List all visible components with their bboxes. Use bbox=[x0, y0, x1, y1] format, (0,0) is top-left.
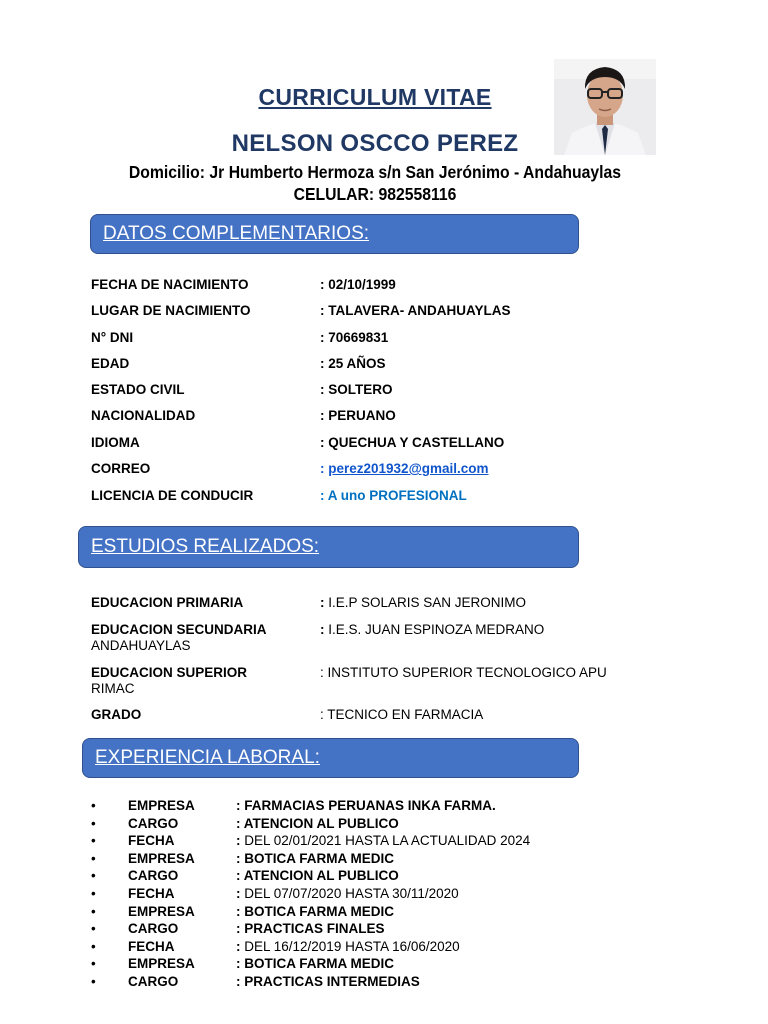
email-value bbox=[320, 461, 489, 476]
colon: : bbox=[236, 974, 241, 989]
experience-item bbox=[91, 851, 651, 869]
education-label: EDUCACION SUPERIOR bbox=[91, 665, 248, 680]
info-label: FECHA DE NACIMIENTO bbox=[91, 277, 249, 292]
experience-text: PRACTICAS FINALES bbox=[240, 921, 385, 937]
bullet-dot: • bbox=[91, 815, 96, 831]
bullet-dot: • bbox=[91, 833, 96, 849]
experience-item bbox=[91, 833, 651, 851]
experience-text: PRACTICAS INTERMEDIAS bbox=[240, 974, 420, 989]
experience-item bbox=[91, 956, 651, 974]
section-title: EXPERIENCIA LABORAL: bbox=[95, 747, 320, 768]
info-value: : SOLTERO bbox=[320, 382, 393, 397]
info-label: CORREO bbox=[91, 461, 151, 476]
experience-value bbox=[236, 816, 399, 831]
email-link[interactable]: perez201932@gmail.com bbox=[328, 461, 489, 476]
colon: : bbox=[236, 938, 241, 954]
info-label: IDIOMA bbox=[91, 435, 140, 450]
experience-value bbox=[236, 904, 394, 919]
colon: : bbox=[320, 595, 325, 610]
info-row bbox=[91, 330, 691, 350]
experience-key: EMPRESA bbox=[128, 956, 195, 972]
info-value: : A uno PROFESIONAL bbox=[320, 488, 467, 503]
info-row bbox=[91, 461, 691, 481]
experience-key: CARGO bbox=[128, 974, 179, 989]
education-label: EDUCACION PRIMARIA bbox=[91, 595, 244, 610]
info-row bbox=[91, 277, 691, 297]
experience-text: ATENCION AL PUBLICO bbox=[240, 868, 399, 884]
bullet-dot: • bbox=[91, 798, 96, 813]
experience-key: EMPRESA bbox=[128, 850, 195, 866]
colon: : bbox=[236, 850, 241, 866]
education-text: : TECNICO EN FARMACIA bbox=[320, 707, 484, 722]
info-value: : PERUANO bbox=[320, 408, 396, 423]
info-label: ESTADO CIVIL bbox=[91, 382, 185, 397]
experience-key: FECHA bbox=[128, 886, 175, 901]
experience-text: BOTICA FARMA MEDIC bbox=[240, 903, 394, 919]
colon: : bbox=[236, 956, 241, 972]
experience-item bbox=[91, 886, 651, 904]
education-row bbox=[91, 707, 691, 727]
address: Domicilio: Jr Humberto Hermoza s/n San Jerónimo - Andahuaylas bbox=[128, 162, 622, 182]
bullet-dot: • bbox=[91, 956, 96, 972]
info-label: LICENCIA DE CONDUCIR bbox=[91, 488, 254, 503]
experience-value bbox=[236, 886, 459, 901]
education-text: : INSTITUTO SUPERIOR TECNOLOGICO APU bbox=[320, 665, 607, 680]
bullet-dot: • bbox=[91, 868, 96, 884]
experience-key: CARGO bbox=[128, 868, 179, 884]
education-value bbox=[320, 622, 544, 637]
experience-item bbox=[91, 974, 651, 992]
experience-item bbox=[91, 868, 651, 886]
experience-value bbox=[236, 956, 394, 971]
phone-number: CELULAR: 982558116 bbox=[293, 184, 457, 204]
experience-key: EMPRESA bbox=[128, 798, 195, 813]
experience-item bbox=[91, 816, 651, 834]
colon: : bbox=[236, 815, 241, 831]
info-label: LUGAR DE NACIMIENTO bbox=[91, 303, 251, 318]
experience-value bbox=[236, 921, 385, 936]
education-text: I.E.S. JUAN ESPINOZA MEDRANO bbox=[324, 622, 545, 637]
experience-text: ATENCION AL PUBLICO bbox=[240, 815, 399, 831]
experience-key: EMPRESA bbox=[128, 903, 195, 919]
colon: : bbox=[236, 833, 241, 849]
experience-text: BOTICA FARMA MEDIC bbox=[240, 956, 394, 972]
experience-key: CARGO bbox=[128, 815, 179, 831]
info-row bbox=[91, 435, 691, 455]
education-row bbox=[91, 595, 691, 615]
education-continuation: ANDAHUAYLAS bbox=[91, 638, 191, 653]
section-banner-estudios bbox=[78, 526, 579, 568]
colon: : bbox=[320, 622, 325, 637]
bullet-dot: • bbox=[91, 974, 96, 989]
info-row bbox=[91, 303, 691, 323]
education-row bbox=[91, 622, 691, 658]
section-banner-datos bbox=[90, 214, 579, 254]
experience-text: DEL 07/07/2020 HASTA 30/11/2020 bbox=[240, 886, 459, 901]
section-title: ESTUDIOS REALIZADOS: bbox=[91, 536, 320, 557]
experience-item bbox=[91, 904, 651, 922]
experience-text: DEL 16/12/2019 HASTA 16/06/2020 bbox=[240, 938, 460, 954]
info-value: : TALAVERA- ANDAHUAYLAS bbox=[320, 303, 511, 318]
bullet-dot: • bbox=[91, 886, 96, 901]
experience-key: FECHA bbox=[128, 833, 175, 849]
bullet-dot: • bbox=[91, 921, 96, 937]
bullet-dot: • bbox=[91, 850, 96, 866]
info-row bbox=[91, 408, 691, 428]
candidate-name: NELSON OSCCO PEREZ bbox=[231, 130, 519, 157]
colon: : bbox=[236, 903, 241, 919]
info-value: : 25 AÑOS bbox=[320, 356, 386, 371]
cv-title: CURRICULUM VITAE bbox=[258, 84, 492, 110]
experience-value bbox=[236, 833, 530, 848]
education-label: GRADO bbox=[91, 707, 142, 722]
education-label: EDUCACION SECUNDARIA bbox=[91, 622, 267, 637]
education-value bbox=[320, 665, 607, 680]
experience-text: FARMACIAS PERUANAS INKA FARMA. bbox=[240, 798, 496, 813]
colon: : bbox=[236, 886, 241, 901]
experience-key: CARGO bbox=[128, 921, 179, 937]
info-value: : 02/10/1999 bbox=[320, 277, 396, 292]
experience-value bbox=[236, 974, 420, 989]
education-row bbox=[91, 665, 691, 701]
colon: : bbox=[236, 868, 241, 884]
section-title: DATOS COMPLEMENTARIOS: bbox=[103, 223, 370, 244]
experience-value bbox=[236, 851, 394, 866]
info-label: EDAD bbox=[91, 356, 130, 371]
bullet-dot: • bbox=[91, 938, 96, 954]
info-value: : QUECHUA Y CASTELLANO bbox=[320, 435, 505, 450]
colon: : bbox=[236, 921, 241, 937]
section-banner-experiencia bbox=[82, 738, 579, 778]
education-value bbox=[320, 707, 483, 722]
experience-value bbox=[236, 798, 496, 813]
education-value bbox=[320, 595, 526, 610]
experience-value bbox=[236, 868, 399, 883]
info-row bbox=[91, 356, 691, 376]
info-label: N° DNI bbox=[91, 330, 134, 345]
info-label: NACIONALIDAD bbox=[91, 408, 196, 423]
experience-item bbox=[91, 921, 651, 939]
colon: : bbox=[320, 461, 329, 476]
experience-text: DEL 02/01/2021 HASTA LA ACTUALIDAD 2024 bbox=[240, 833, 531, 849]
education-text: I.E.P SOLARIS SAN JERONIMO bbox=[324, 595, 527, 610]
bullet-dot: • bbox=[91, 903, 96, 919]
experience-item bbox=[91, 798, 651, 816]
education-continuation: RIMAC bbox=[91, 681, 135, 696]
info-value: : 70669831 bbox=[320, 330, 389, 345]
experience-key: FECHA bbox=[128, 938, 175, 954]
experience-text: BOTICA FARMA MEDIC bbox=[240, 850, 394, 866]
info-row bbox=[91, 382, 691, 402]
experience-item bbox=[91, 939, 651, 957]
info-row bbox=[91, 488, 691, 508]
experience-value bbox=[236, 939, 460, 954]
colon: : bbox=[236, 798, 241, 813]
